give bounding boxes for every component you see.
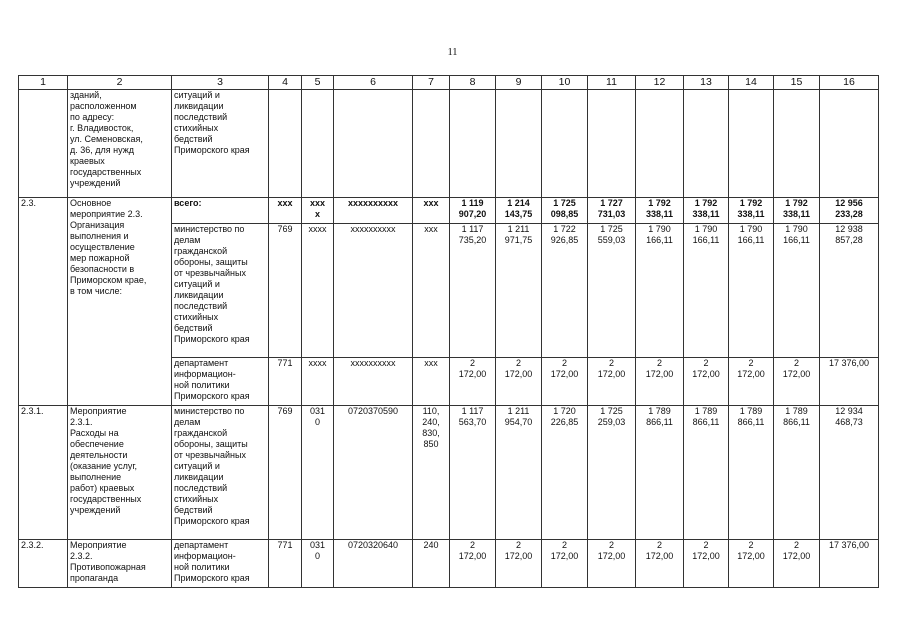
header-cell: 2	[68, 76, 172, 90]
header-cell: 5	[302, 76, 334, 90]
cell-value: 17 376,00	[820, 358, 879, 406]
cell-value: 12 956 233,28	[820, 198, 879, 224]
cell-value: 1 725 559,03	[588, 224, 636, 358]
cell-value: 1 117 735,20	[450, 224, 496, 358]
cell-value: 0720320640	[334, 540, 413, 588]
activity-title: Мероприятие 2.3.1.	[70, 406, 127, 427]
cell-value: 1 211 954,70	[496, 406, 542, 540]
cell-value: 2 172,00	[496, 358, 542, 406]
cell-value: 1 789 866,11	[636, 406, 684, 540]
cell-description	[68, 198, 172, 406]
cell-value: 1 792 338,11	[684, 198, 729, 224]
cell-index	[19, 90, 68, 198]
cell-value: xxxxxxxxxx	[334, 358, 413, 406]
cell-value: xxxxxxxxxx	[334, 224, 413, 358]
cell-executor: министерство по делам гражданской обороны, защиты от чрезвычайных ситуаций и ликвидации последствий стихийных бедствий Приморского края	[172, 406, 269, 540]
cell-executor: департамент информацион- ной политики Приморского края	[172, 540, 269, 588]
cell-value: 2 172,00	[450, 540, 496, 588]
cell-value: 2 172,00	[729, 358, 774, 406]
header-cell: 7	[413, 76, 450, 90]
cell-value	[729, 90, 774, 198]
cell-value	[588, 90, 636, 198]
table-row	[19, 540, 879, 588]
cell-value: 1 792 338,11	[729, 198, 774, 224]
cell-value	[496, 90, 542, 198]
cell-value: 769	[269, 224, 302, 358]
cell-value: 2 172,00	[729, 540, 774, 588]
cell-value: 769	[269, 406, 302, 540]
cell-executor: ситуаций и ликвидации последствий стихийных бедствий Приморского края	[172, 90, 269, 198]
cell-value: 2 172,00	[684, 540, 729, 588]
header-cell: 6	[334, 76, 413, 90]
cell-value: 1 790 166,11	[684, 224, 729, 358]
cell-value: 2 172,00	[774, 358, 820, 406]
cell-value: 1 792 338,11	[636, 198, 684, 224]
cell-value	[542, 90, 588, 198]
activity-description: Расходы на обеспечение деятельности (оказание услуг, выполнение работ) краевых государственных учреждений	[70, 428, 142, 515]
cell-value	[636, 90, 684, 198]
cell-value: 1 725 098,85	[542, 198, 588, 224]
cell-value: xxx	[413, 224, 450, 358]
cell-value: 1 790 166,11	[774, 224, 820, 358]
cell-description: зданий, расположенном по адресу: г. Владивосток, ул. Семеновская, д. 36, для нужд краевых государственных учреждений	[68, 90, 172, 198]
header-cell: 16	[820, 76, 879, 90]
cell-value: 1 792 338,11	[774, 198, 820, 224]
cell-value	[334, 90, 413, 198]
cell-value: 2 172,00	[588, 358, 636, 406]
cell-value: 17 376,00	[820, 540, 879, 588]
header-cell: 8	[450, 76, 496, 90]
cell-value: xxxx	[302, 224, 334, 358]
cell-value: 2 172,00	[774, 540, 820, 588]
header-cell: 12	[636, 76, 684, 90]
cell-value: 1 119 907,20	[450, 198, 496, 224]
table-row	[19, 90, 879, 198]
table-row	[19, 198, 879, 224]
cell-value: xxx	[269, 198, 302, 224]
cell-value: xxxxxxxxxx	[334, 198, 413, 224]
header-cell: 3	[172, 76, 269, 90]
cell-value: 2 172,00	[636, 358, 684, 406]
cell-value: 1 725 259,03	[588, 406, 636, 540]
cell-value: xxx	[413, 358, 450, 406]
header-cell: 11	[588, 76, 636, 90]
cell-value: 1 790 166,11	[729, 224, 774, 358]
cell-value	[413, 90, 450, 198]
cell-value: 2 172,00	[588, 540, 636, 588]
cell-value: 1 211 971,75	[496, 224, 542, 358]
budget-table	[18, 75, 879, 588]
cell-value: 2 172,00	[636, 540, 684, 588]
header-cell: 9	[496, 76, 542, 90]
cell-value: 1 789 866,11	[729, 406, 774, 540]
cell-value: 12 938 857,28	[820, 224, 879, 358]
cell-value: 2 172,00	[542, 540, 588, 588]
cell-value: 771	[269, 358, 302, 406]
header-cell: 1	[19, 76, 68, 90]
header-cell: 4	[269, 76, 302, 90]
cell-value: 1 727 731,03	[588, 198, 636, 224]
cell-index: 2.3.	[19, 198, 68, 406]
activity-title: Мероприятие 2.3.2.	[70, 540, 127, 561]
cell-value: xxx	[413, 198, 450, 224]
cell-executor: министерство по делам гражданской обороны, защиты от чрезвычайных ситуаций и ликвидации последствий стихийных бедствий Приморского края	[172, 224, 269, 358]
cell-value: 0720370590	[334, 406, 413, 540]
activity-title: Основное мероприятие 2.3.	[70, 198, 143, 219]
cell-value: 1 789 866,11	[774, 406, 820, 540]
cell-value: 12 934 468,73	[820, 406, 879, 540]
cell-value: 1 789 866,11	[684, 406, 729, 540]
header-cell: 15	[774, 76, 820, 90]
cell-value	[774, 90, 820, 198]
cell-value: 031 0	[302, 406, 334, 540]
cell-description	[68, 406, 172, 540]
header-cell: 10	[542, 76, 588, 90]
cell-value: 2 172,00	[450, 358, 496, 406]
cell-index: 2.3.2.	[19, 540, 68, 588]
cell-value	[450, 90, 496, 198]
cell-value	[302, 90, 334, 198]
table-row	[19, 406, 879, 540]
cell-value: 1 722 926,85	[542, 224, 588, 358]
cell-value: xxxx	[302, 358, 334, 406]
cell-value: 1 214 143,75	[496, 198, 542, 224]
cell-value: 240	[413, 540, 450, 588]
header-cell: 14	[729, 76, 774, 90]
cell-value: xxx x	[302, 198, 334, 224]
cell-index: 2.3.1.	[19, 406, 68, 540]
cell-value: 110, 240, 830, 850	[413, 406, 450, 540]
cell-value: 2 172,00	[496, 540, 542, 588]
cell-value: 771	[269, 540, 302, 588]
cell-value: 1 720 226,85	[542, 406, 588, 540]
cell-description	[68, 540, 172, 588]
header-row	[19, 76, 879, 90]
cell-executor: всего:	[172, 198, 269, 224]
activity-description: Противопожарная пропаганда	[70, 562, 146, 583]
cell-executor: департамент информацион- ной политики Приморского края	[172, 358, 269, 406]
cell-value	[684, 90, 729, 198]
cell-value: 2 172,00	[542, 358, 588, 406]
cell-value	[820, 90, 879, 198]
page-number: 11	[447, 47, 458, 58]
cell-value: 2 172,00	[684, 358, 729, 406]
cell-value: 1 790 166,11	[636, 224, 684, 358]
cell-value: 1 117 563,70	[450, 406, 496, 540]
header-cell: 13	[684, 76, 729, 90]
activity-description: Организация выполнения и осуществление мер пожарной безопасности в Приморском крае, в том числе:	[70, 220, 147, 296]
cell-value: 031 0	[302, 540, 334, 588]
cell-value	[269, 90, 302, 198]
